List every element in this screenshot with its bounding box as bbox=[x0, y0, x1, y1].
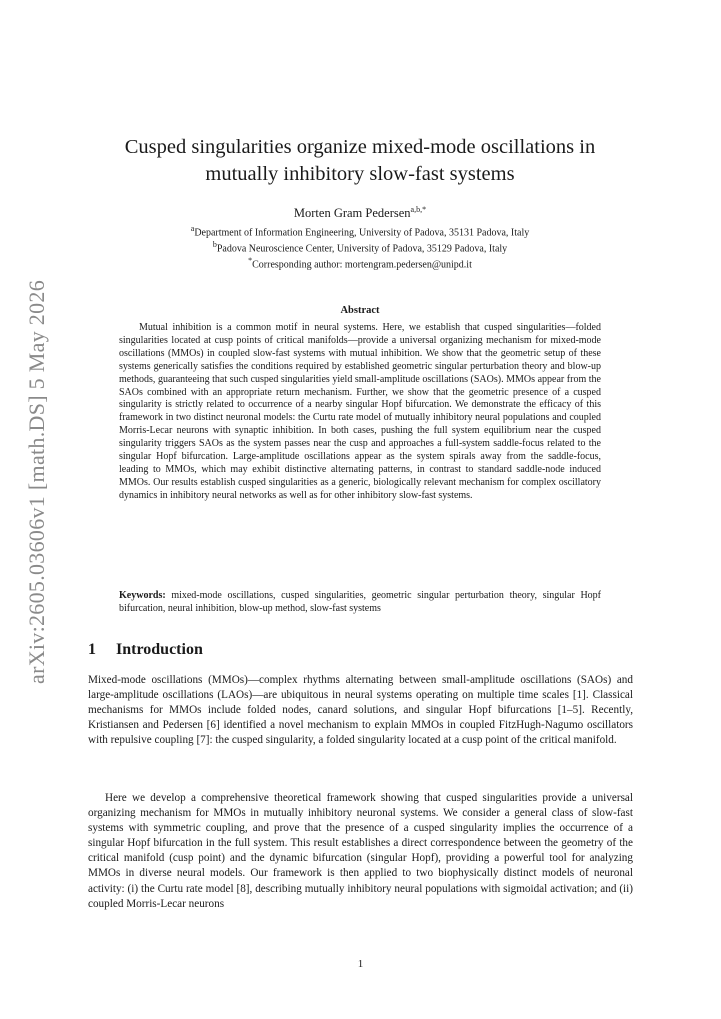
section-heading bbox=[88, 641, 203, 659]
affiliation-a bbox=[100, 224, 620, 238]
affiliation-text: Padova Neuroscience Center, University of Padova, 35129 Padova, Italy bbox=[216, 243, 508, 255]
abstract-heading: Abstract bbox=[340, 305, 380, 316]
page-number: 1 bbox=[357, 958, 364, 970]
corresponding-author-text: Corresponding author: mortengram.pedersen@unipd.it bbox=[252, 259, 472, 271]
section-title: Introduction bbox=[116, 641, 203, 658]
author-line bbox=[100, 205, 620, 221]
keywords-text: mixed-mode oscillations, cusped singularities, geometric singular perturbation theory, singular Hopf bifurcation, neural inhibition, blow-up method, slow-fast systems bbox=[119, 590, 602, 614]
section-number: 1 bbox=[88, 641, 96, 658]
affiliation-b bbox=[100, 240, 620, 254]
keywords bbox=[119, 590, 601, 616]
paper-title: Cusped singularities organize mixed-mode oscillations in mutually inhibitory slow-fast systems bbox=[124, 136, 596, 185]
author-marks: a,b,* bbox=[410, 205, 427, 214]
affiliation-text: Department of Information Engineering, University of Padova, 35131 Padova, Italy bbox=[194, 227, 530, 239]
affiliation-mark: a bbox=[190, 224, 195, 233]
keywords-label: Keywords: bbox=[119, 590, 166, 601]
corresponding-author bbox=[100, 256, 620, 270]
arxiv-identifier-text: arXiv:2605.03606v1 [math.DS] 5 May 2026 bbox=[24, 280, 49, 684]
intro-paragraph-1: Mixed-mode oscillations (MMOs)—complex rhythms alternating between small-amplitude oscillations (SAOs) and large-amplitude oscillations (LAOs)—are ubiquitous in neural systems operating on multiple time scales [1]. Classical mechanisms for MMOs include folded nodes, canard solutions, and singular Hopf bifurcations [1–5]. Recently, Kristiansen and Pedersen [6] identified a novel mechanism to explain MMOs in coupled FitzHugh-Nagumo oscillators with repulsive coupling [7]: the cusped singularity, a folded singularity located at a cusp point of the critical manifold. bbox=[88, 674, 633, 747]
affiliation-mark: b bbox=[212, 240, 217, 249]
abstract-text: Mutual inhibition is a common motif in neural systems. Here, we establish that cusped singularities—folded singularities located at cusp points of critical manifolds—provide a universal organizing mechanism for mixed-mode oscillations (MMOs) in coupled slow-fast systems with mutual inhibition. We show that the geometric setup of these systems generically satisfies the conditions required by established geometric singular perturbation theory and blow-up methods, guaranteeing that such cusped singularities yield small-amplitude oscillations (SAOs). MMOs appear from the SAOs combined with an appropriate return mechanism. Further, we show that the geometric presence of a cusped singularity is strictly related to occurrence of a nearby singular Hopf bifurcation. We demonstrate the efficacy of this framework in two distinct neuronal models: the Curtu rate model of mutually inhibitory neural populations and coupled Morris-Lecar neurons with synaptic inhibition. In both cases, pushing the full system equilibrium near the cusped singularity triggers SAOs as the system passes near the cusp and approaches a full-system saddle-focus related to the singular Hopf bifurcation. Large-amplitude oscillations appear as the system spirals away from the saddle-focus, leading to MMOs, which may exhibit distinctive alternating patterns, in contrast to standard saddle-node induced MMOs. Our results establish cusped singularities as a generic, biologically relevant mechanism for complex oscillatory dynamics in inhibitory neural networks as well as for other inhibitory slow-fast systems. bbox=[119, 322, 601, 501]
author-name: Morten Gram Pedersen bbox=[293, 206, 411, 221]
arxiv-identifier bbox=[22, 280, 52, 684]
affiliation-mark: * bbox=[248, 256, 253, 265]
intro-paragraph-2: Here we develop a comprehensive theoretical framework showing that cusped singularities provide a universal organizing mechanism for MMOs in mutually inhibitory neuronal systems. We consider a general class of slow-fast systems with symmetric coupling, and prove that the presence of a cusped singularity implies the occurrence of a singular Hopf bifurcation in the full system. This result establishes a direct correspondence between the geometry of the critical manifold (cusp point) and the dynamic bifurcation (singular Hopf), providing a powerful tool for analyzing MMOs in diverse neural models. Our framework is then applied to two biophysically distinct models of neuronal activity: (i) the Curtu rate model [8], describing mutually inhibitory neural populations with sigmoidal activation; and (ii) coupled Morris-Lecar neurons bbox=[88, 792, 633, 910]
